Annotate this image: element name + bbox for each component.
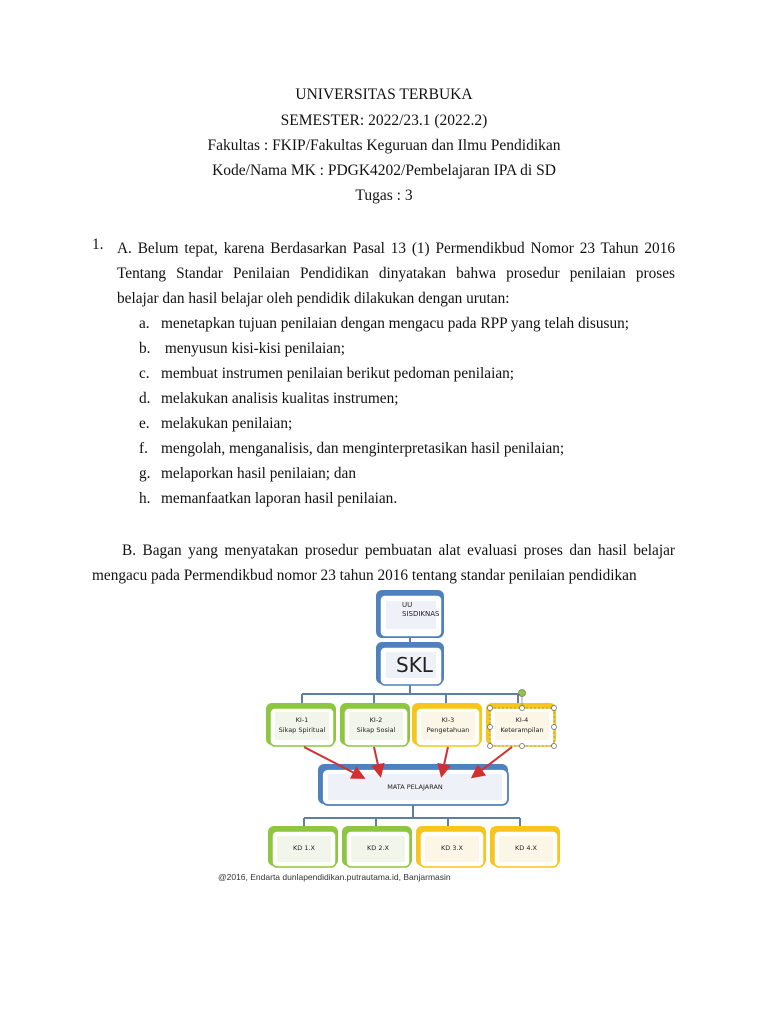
diagram-caption: @2016, Endarta dunlapendidikan.putrautama.id, Banjarmasin: [218, 872, 451, 882]
ki-4-label: KI-4 Keterampilan: [500, 716, 544, 734]
kd-4-label: KD 4.X: [515, 844, 537, 852]
answer-a-line2: Tentang Standar Penilaian Pendidikan dinyatakan bahwa prosedur penilaian proses: [117, 265, 675, 282]
kd-2-label: KD 2.X: [367, 844, 389, 852]
answer-a-line3: belajar dan hasil belajar oleh pendidik dilakukan dengan urutan:: [117, 290, 510, 307]
uu-label: UU SISDIKNAS: [402, 601, 440, 618]
kd-1-label: KD 1.X: [293, 844, 315, 852]
answer-b-line1: B. Bagan yang menyatakan prosedur pembuatan alat evaluasi proses dan hasil belajar: [122, 542, 675, 559]
university-title: UNIVERSITAS TERBUKA: [295, 86, 473, 103]
ki-3-label: KI-3 Pengetahuan: [426, 716, 470, 734]
course-line: Kode/Nama MK : PDGK4202/Pembelajaran IPA di SD: [212, 162, 556, 179]
assessment-flow-diagram: [212, 586, 612, 886]
ki-1-label: KI-1 Sikap Spiritual: [278, 716, 326, 734]
semester-line: SEMESTER: 2022/23.1 (2022.2): [280, 112, 488, 129]
kd-3-label: KD 3.X: [441, 844, 463, 852]
mata-pelajaran-label: MATA PELAJARAN: [387, 783, 443, 791]
skl-label: SKL: [396, 653, 433, 677]
ki-2-label: KI-2 Sikap Sosial: [356, 716, 396, 734]
answer-a-line1: A. Belum tepat, karena Berdasarkan Pasal 13 (1) Permendikbud Nomor 23 Tahun 2016: [117, 240, 675, 257]
faculty-line: Fakultas : FKIP/Fakultas Keguruan dan Ilmu Pendidikan: [207, 137, 561, 154]
question-number: 1.: [92, 236, 104, 253]
task-line: Tugas : 3: [355, 187, 413, 204]
answer-b-line2: mengacu pada Permendikbud nomor 23 tahun 2016 tentang standar penilaian pendidikan: [92, 567, 637, 584]
diagram-graphics: [212, 586, 612, 886]
